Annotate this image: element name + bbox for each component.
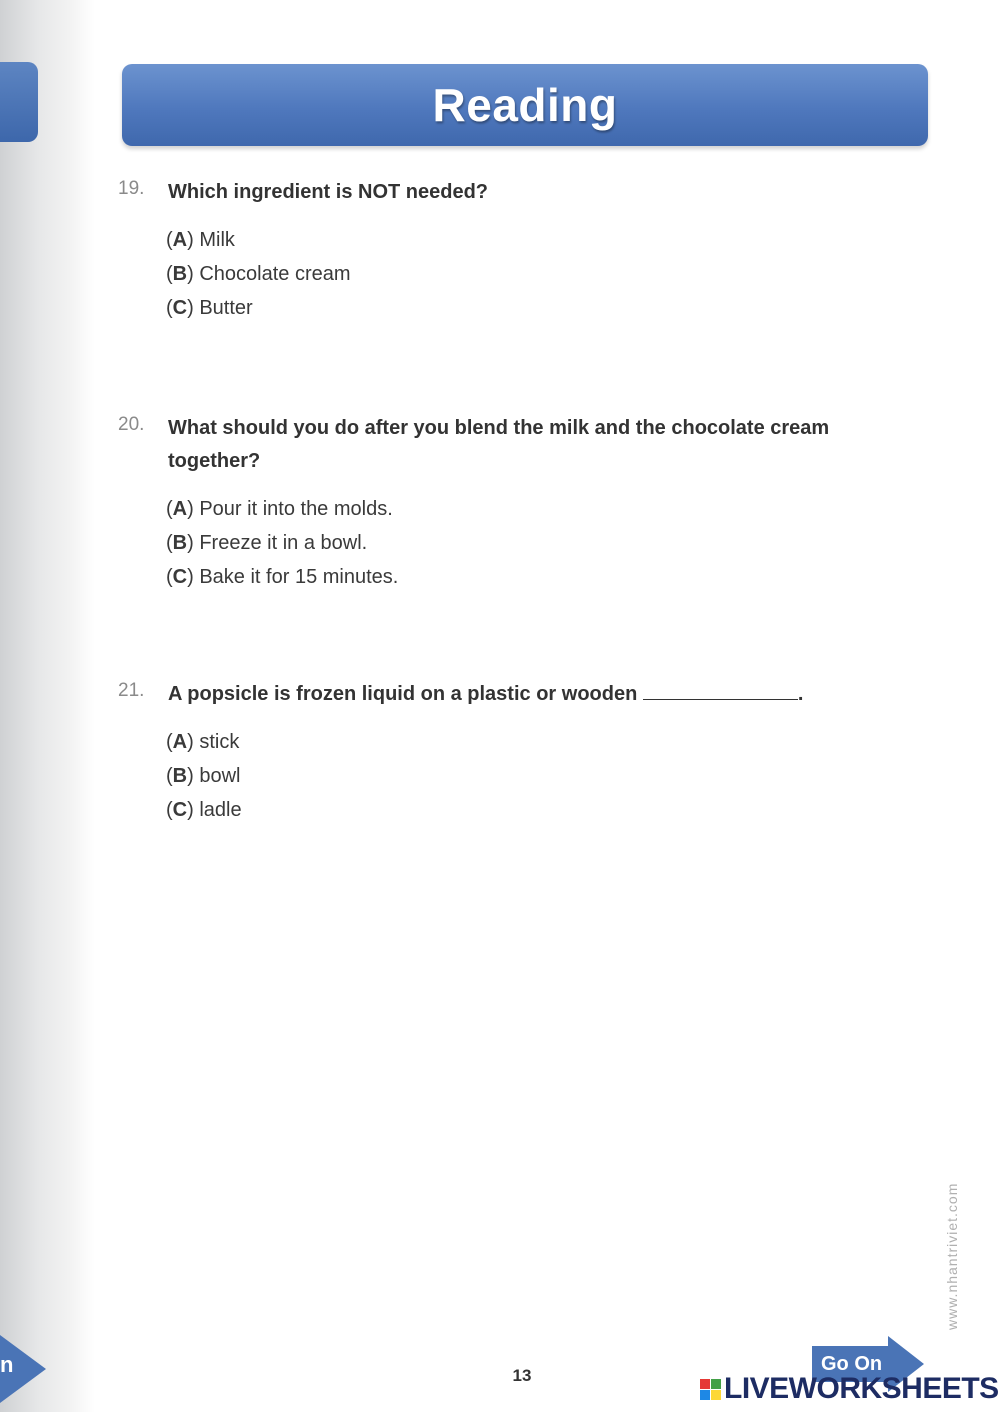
option-letter: C	[172, 566, 188, 588]
option-letter: A	[172, 229, 188, 251]
answer-options	[166, 223, 838, 325]
option-text: stick	[199, 731, 240, 753]
option-letter: B	[172, 263, 188, 285]
question-sentence: A popsicle is frozen liquid on a plastic or wooden	[168, 683, 638, 705]
option-letter: B	[172, 765, 188, 787]
option-c[interactable]: (C) Bake it for 15 minutes.	[166, 566, 399, 588]
option-letter: C	[172, 297, 188, 319]
question-number: 20.	[118, 414, 145, 435]
answer-options	[166, 492, 838, 594]
option-c[interactable]: (C) ladle	[166, 799, 242, 821]
option-a[interactable]: (A) Milk	[166, 229, 235, 251]
option-text: Bake it for 15 minutes.	[199, 566, 399, 588]
option-a[interactable]: (A) stick	[166, 731, 240, 753]
option-c[interactable]: (C) Butter	[166, 297, 253, 319]
page-number: 13	[512, 1366, 532, 1385]
question-sentence-end: .	[797, 683, 804, 705]
option-letter: A	[172, 731, 188, 753]
option-letter: A	[172, 498, 188, 520]
side-url-watermark: www.nhantriviet.com	[944, 1182, 960, 1330]
watermark-text: LIVEWORKSHEETS	[724, 1372, 999, 1405]
question-text: Which ingredient is NOT needed?	[168, 181, 489, 203]
option-text: bowl	[199, 765, 241, 787]
option-text: Chocolate cream	[199, 263, 351, 285]
question-number: 21.	[118, 680, 145, 701]
liveworksheets-watermark	[700, 1372, 999, 1406]
question-19	[118, 176, 838, 325]
option-letter: C	[172, 799, 188, 821]
book-gutter-shadow	[0, 0, 95, 1412]
question-21	[118, 678, 858, 827]
liveworksheets-logo-icon	[700, 1379, 721, 1400]
answer-options	[166, 725, 858, 827]
option-b[interactable]: (B) Chocolate cream	[166, 263, 351, 285]
go-on-label: Go On	[821, 1353, 883, 1375]
section-banner	[122, 64, 928, 146]
option-letter: B	[172, 532, 188, 554]
option-text: Milk	[199, 229, 235, 251]
option-text: ladle	[199, 799, 242, 821]
page-title: Reading	[432, 79, 618, 131]
question-text: What should you do after you blend the milk and the chocolate cream together?	[168, 417, 830, 472]
option-a[interactable]: (A) Pour it into the molds.	[166, 498, 393, 520]
question-number: 19.	[118, 178, 145, 199]
option-text: Butter	[199, 297, 253, 319]
question-20	[118, 412, 838, 594]
answer-blank[interactable]	[643, 681, 798, 700]
question-text	[168, 678, 858, 711]
option-b[interactable]: (B) Freeze it in a bowl.	[166, 532, 368, 554]
option-b[interactable]: (B) bowl	[166, 765, 241, 787]
left-page-arrow-label: n	[0, 1352, 14, 1377]
option-text: Freeze it in a bowl.	[199, 532, 368, 554]
left-page-tab	[0, 62, 38, 142]
option-text: Pour it into the molds.	[199, 498, 393, 520]
